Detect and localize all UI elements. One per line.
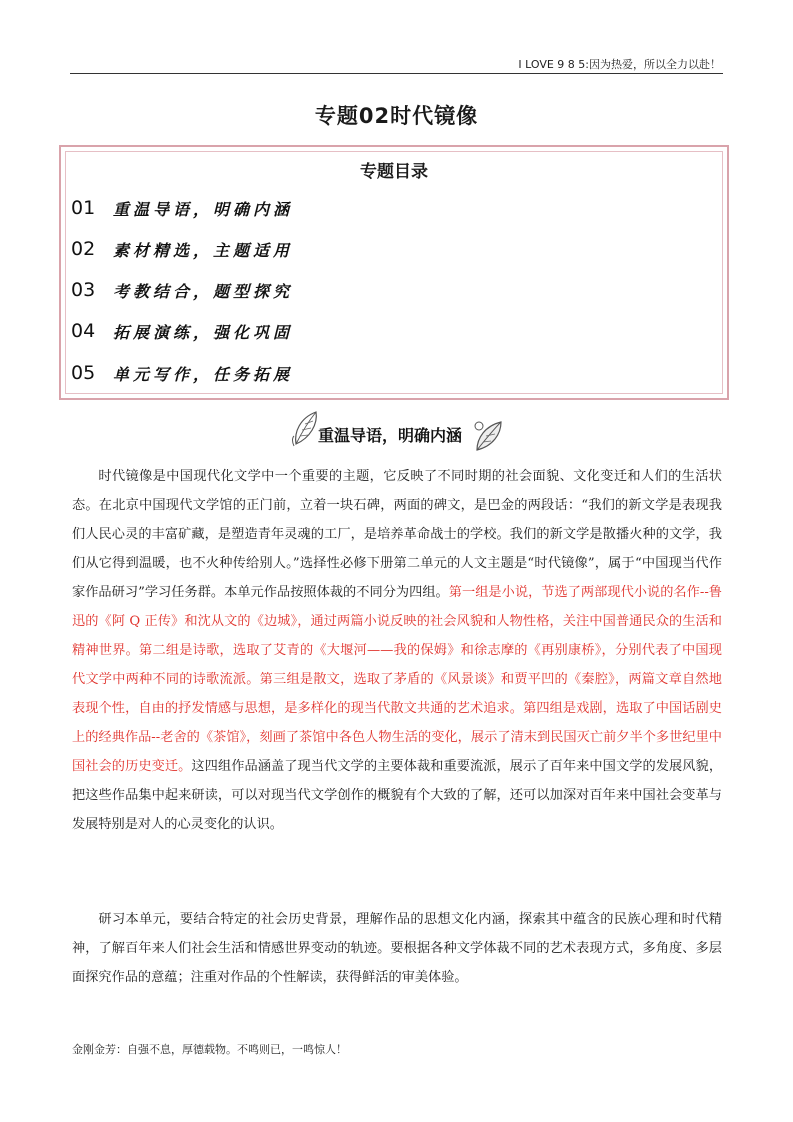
toc-item-label: 考教结合，题型探究: [113, 281, 294, 301]
intro-tail-text: 这四组作品涵盖了现当代文学的主要体裁和重要流派，展示了百年来中国文学的发展风貌，把这些作品集中起来研读，可以对现当代文学创作的概貌有个大致的了解，还可以加深对百年来中国社会变革与发展特别是对人的心灵变化的认识。: [72, 759, 723, 832]
intro-paragraph: [72, 462, 722, 839]
intro-highlight-text: 第一组是小说，节选了两部现代小说的名作--鲁迅的《阿 Q 正传》和沈从文的《边城》，通过两篇小说反映的社会风貌和人物性格，关注中国普通民众的生活和精神世界。第二组是诗歌，选取了艾青的《大堰河——我的保姆》和徐志摩的《再别康桥》，分别代表了中国现代文学中两种不同的诗歌流派。第三组是散文，选取了茅盾的《风景谈》和贾平凹的《秦腔》，两篇文章自然地表现个性，自由的抒发情感与思想，是多样化的现当代散文共通的艺术追求。第四组是戏剧，选取了中国话剧史上的经典作品--老舍的《茶馆》，刻画了茶馆中各色人物生活的变化，展示了清末到民国灭亡前夕半个多世纪里中国社会的历史变迁。: [72, 585, 722, 774]
toc-item-label: 单元写作，任务拓展: [113, 364, 294, 384]
toc-item[interactable]: [71, 236, 293, 262]
footer-motto: 金刚金芳：自强不息，厚德载物。不鸣则已，一鸣惊人！: [72, 1043, 347, 1056]
section-title: 重温导语，明确内涵: [318, 426, 463, 445]
toc-item-number: 04: [71, 320, 96, 342]
toc-heading: 专题目录: [360, 162, 428, 182]
toc-item[interactable]: [71, 360, 293, 386]
header-motto: I LOVE 9 8 5:因为热爱，所以全力以赴！: [518, 58, 721, 71]
toc-item-label: 重温导语，明确内涵: [113, 199, 294, 219]
header-divider: [70, 73, 723, 74]
toc-item-number: 05: [71, 362, 96, 384]
toc-item-label: 素材精选，主题适用: [113, 240, 294, 260]
toc-box: [59, 145, 729, 400]
study-paragraph: 研习本单元，要结合特定的社会历史背景，理解作品的思想文化内涵，探索其中蕴含的民族心理和时代精神，了解百年来人们社会生活和情感世界变动的轨迹。要根据各种文学体裁不同的艺术表现方式，多角度、多层面探究作品的意蕴；注重对作品的个性解读，获得鲜活的审美体验。: [72, 912, 722, 985]
toc-item[interactable]: [71, 318, 293, 344]
intro-lead-text: 时代镜像是中国现代化文学中一个重要的主题，它反映了不同时期的社会面貌、文化变迁和人们的生活状态。在北京中国现代文学馆的正门前，立着一块石碑，两面的碑文，是巴金的两段话：“我们的新文学是表现我们人民心灵的丰富矿藏，是塑造青年灵魂的工厂，是培养革命战士的学校。我们的新文学是散播火种的文学，我们从它得到温暖，也不火种传给别人。”选择性必修下册第二单元的人文主题是“时代镜像”，属于“中国现当代作家作品研习”学习任务群。本单元作品按照体裁的不同分为四组。: [72, 469, 722, 600]
toc-item[interactable]: [71, 195, 293, 221]
toc-item[interactable]: [71, 277, 293, 303]
toc-item-number: 03: [71, 279, 96, 301]
toc-item-number: 01: [71, 197, 96, 219]
page-title: 专题02时代镜像: [314, 104, 479, 128]
toc-item-label: 拓展演练，强化巩固: [113, 322, 294, 342]
toc-inner-border: [65, 151, 723, 394]
leaf-ornament-icon: [471, 416, 505, 454]
section-banner: [290, 408, 505, 454]
toc-item-number: 02: [71, 238, 96, 260]
